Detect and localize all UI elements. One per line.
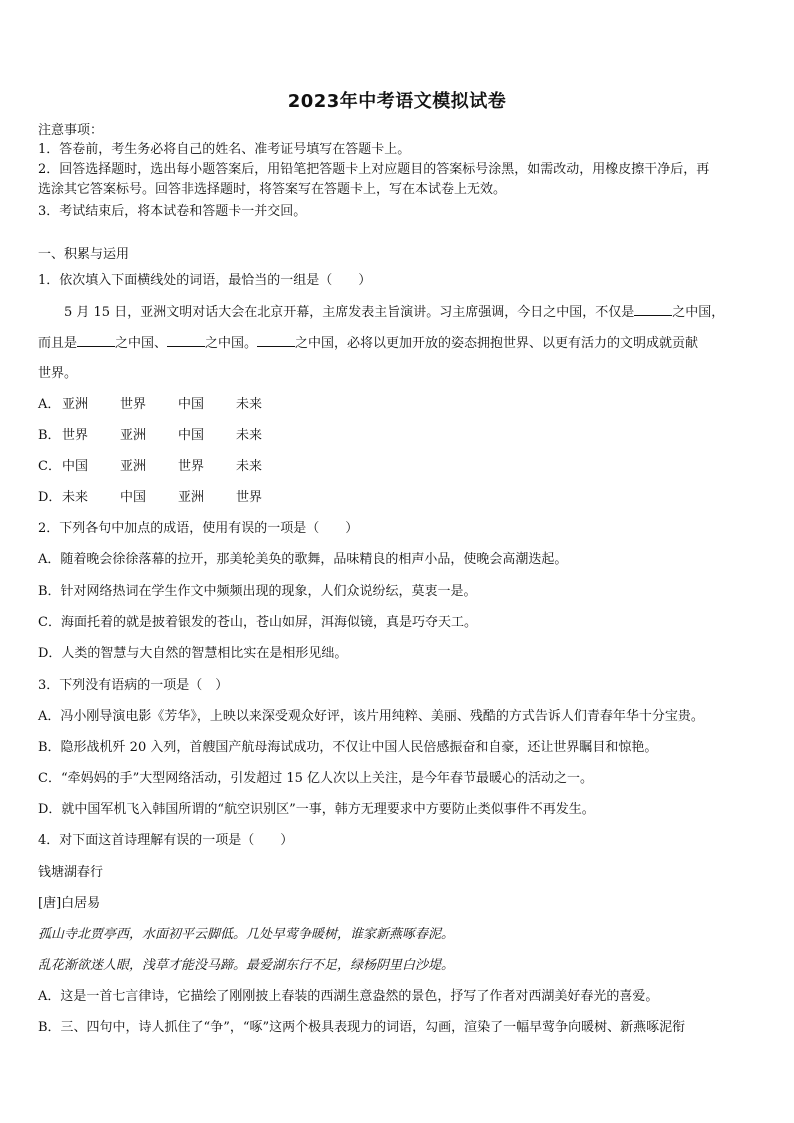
question-2-option-d: D．人类的智慧与大自然的智慧相比实在是相形见绌。 xyxy=(38,646,348,661)
question-1-option-b: B．世界 亚洲 中国 未来 xyxy=(38,428,263,443)
poem-title: 钱塘湖春行 xyxy=(38,865,104,880)
question-3-option-a: A．冯小刚导演电影《芳华》，上映以来深受观众好评，该片用纯粹、美丽、残酷的方式告诉人们青春年华十分宝贵。 xyxy=(38,709,704,724)
question-4-stem: 4．对下面这首诗理解有误的一项是（ ） xyxy=(38,833,294,848)
notice-heading: 注意事项： xyxy=(38,123,104,138)
notice-item: 2．回答选择题时，选出每小题答案后，用铅笔把答题卡上对应题目的答案标号涂黑，如需改动，用橡皮擦干净后，再 xyxy=(38,162,710,177)
question-3-option-c: C．“牵妈妈的手”大型网络活动，引发超过 15 亿人次以上关注，是今年春节最暖心的活动之一。 xyxy=(38,771,594,786)
poem-line: 孤山寺北贾亭西，水面初平云脚低。几处早莺争暖树，谁家新燕啄春泥。 xyxy=(38,927,455,942)
question-1-passage-line-3: 世界。 xyxy=(38,366,78,381)
question-3-option-d: D．就中国军机飞入韩国所谓的“航空识别区”一事，韩方无理要求中方要防止类似事件不再发生。 xyxy=(38,802,595,817)
poem-line: 乱花渐欲迷人眼，浅草才能没马蹄。最爱湖东行不足，绿杨阴里白沙堤。 xyxy=(38,958,455,973)
page-title: 2023年中考语文模拟试卷 xyxy=(287,91,507,112)
question-1-option-c: C．中国 亚洲 世界 未来 xyxy=(38,459,263,474)
poem-author: [唐]白居易 xyxy=(38,896,101,911)
notice-item: 3．考试结束后，将本试卷和答题卡一并交回。 xyxy=(38,204,307,219)
fill-blank xyxy=(77,334,115,347)
fill-blank xyxy=(634,303,672,316)
question-2-stem: 2．下列各句中加点的成语，使用有误的一项是（ ） xyxy=(38,521,359,536)
question-2-option-c: C．海面托着的就是披着银发的苍山，苍山如屏，洱海似镜，真是巧夺天工。 xyxy=(38,615,477,630)
question-1-option-a: A． 亚洲 世界 中国 未来 xyxy=(38,397,263,412)
question-1-passage-line-1: 5 月 15 日，亚洲文明对话大会在北京开幕，主席发表主旨演讲。习主席强调，今日之中国，不仅是 之中国， xyxy=(64,305,725,320)
question-1-stem: 1．依次填入下面横线处的词语，最恰当的一组是（ ） xyxy=(38,273,372,288)
notice-item: 1．答卷前，考生务必将自己的姓名、准考证号填写在答题卡上。 xyxy=(38,142,411,157)
fill-blank xyxy=(167,334,205,347)
question-3-option-b: B．隐形战机歼 20 入列，首艘国产航母海试成功，不仅让中国人民倍感振奋和自豪，还让世界瞩目和惊艳。 xyxy=(38,740,658,755)
question-2-option-a: A．随着晚会徐徐落幕的拉开，那美轮美奂的歌舞，品味精良的相声小品，使晚会高潮迭起。 xyxy=(38,552,568,567)
question-4-option-b: B．三、四句中，诗人抓住了“争”，“啄”这两个极具表现力的词语，勾画，渲染了一幅早莺争向暖树、新燕啄泥衔 xyxy=(38,1020,686,1035)
notice-item: 选涂其它答案标号。回答非选择题时，将答案写在答题卡上，写在本试卷上无效。 xyxy=(38,182,507,197)
fill-blank xyxy=(257,334,295,347)
section-heading: 一、积累与运用 xyxy=(38,247,130,262)
question-1-passage-line-2: 而且是 之中国、 之中国。 之中国，必将以更加开放的姿态拥抱世界、以更有活力的文明成就贡献 xyxy=(38,336,699,351)
question-4-option-a: A．这是一首七言律诗，它描绘了刚刚披上春装的西湖生意盎然的景色，抒写了作者对西湖美好春光的喜爱。 xyxy=(38,989,659,1004)
question-2-option-b: B．针对网络热词在学生作文中频频出现的现象，人们众说纷纭，莫衷一是。 xyxy=(38,584,477,599)
question-1-option-d: D．未来 中国 亚洲 世界 xyxy=(38,490,263,505)
question-3-stem: 3．下列没有语病的一项是（ ） xyxy=(38,678,229,693)
